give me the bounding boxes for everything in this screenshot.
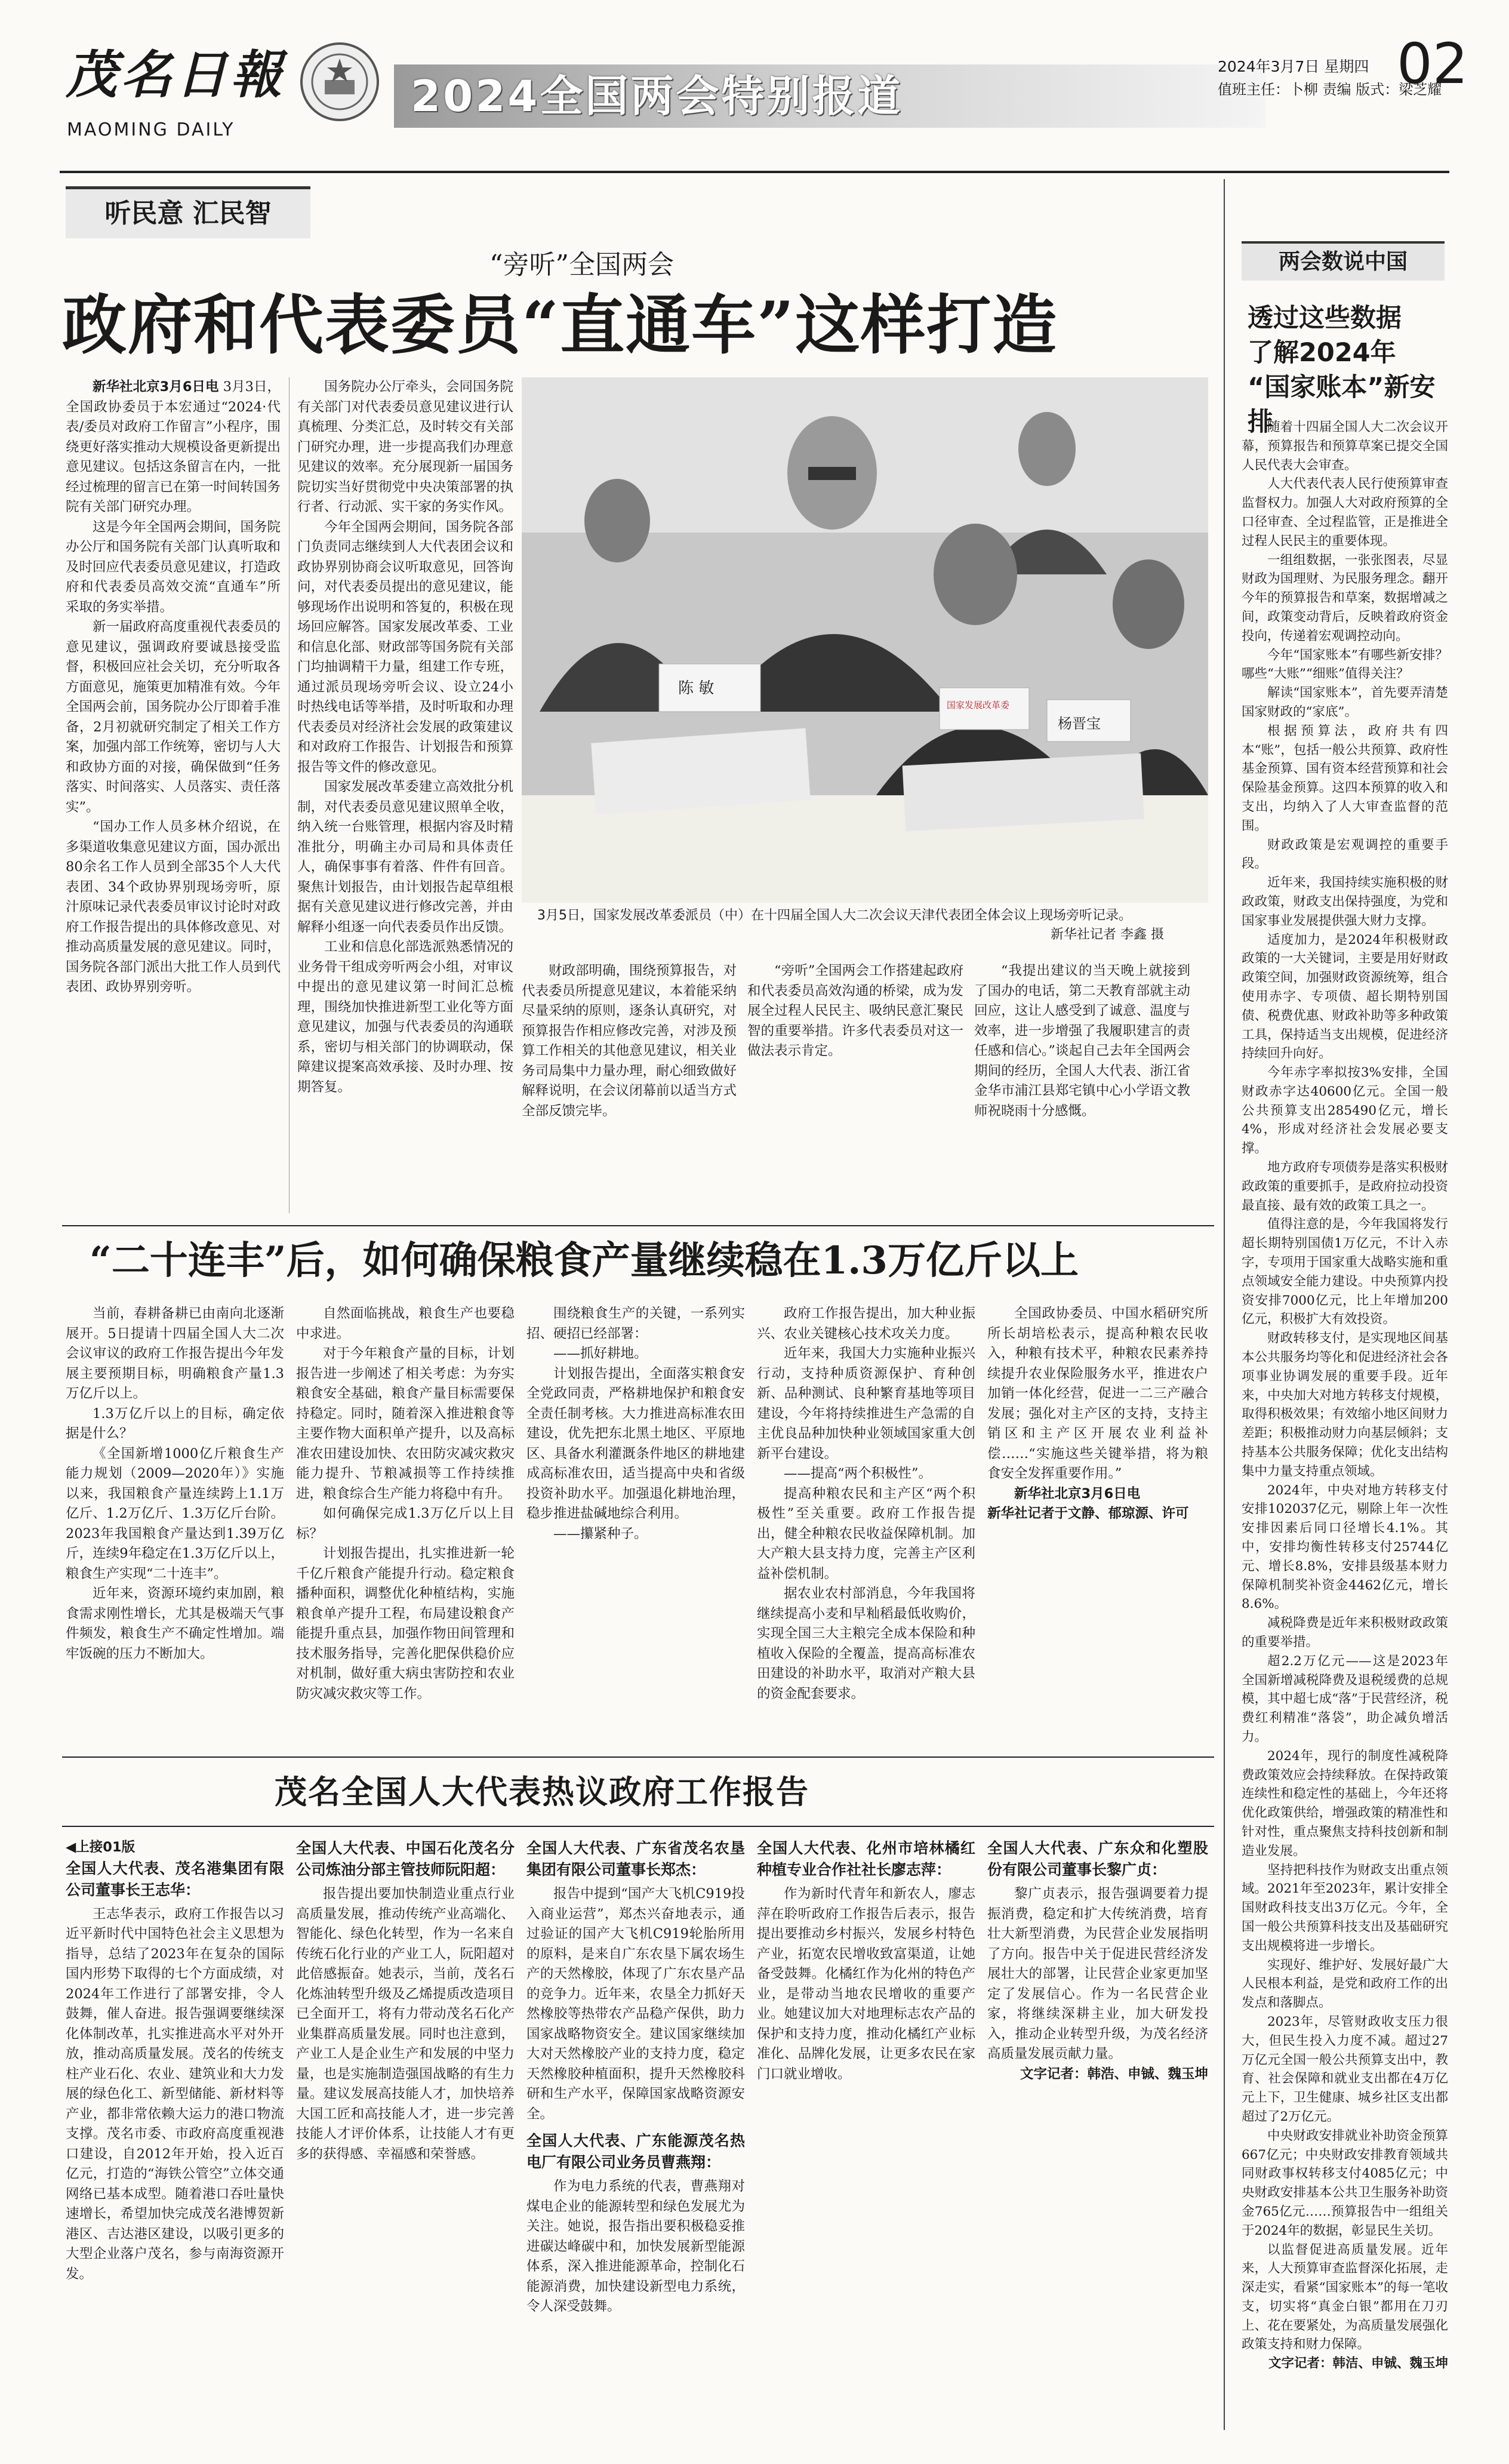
photo-caption <box>537 906 1200 945</box>
sidebar-paragraph: 解读“国家账本”，首先要弄清楚国家财政的“家底”。 <box>1242 685 1448 719</box>
grain-paragraph: 据农业农村部消息，今年我国将继续提高小麦和早籼稻最低收购价，实现全国三大主粮完全成本保险和种植收入保险的全覆盖，提高高标准农田建设的补助水平，取消对产粮大县的资金配套要求。 <box>757 1586 975 1702</box>
sidebar-paragraph: 财政转移支付，是实现地区间基本公共服务均等化和促进经济社会各项事业协调发展的重要手段。近年来，中央加大对地方转移支付规模，取得积极效果；有效缩小地区间财力差距；积极推动财力向基层倾斜；支持基本公共服务保障；优化支出结构集中力量支持重点领域。 <box>1242 1331 1448 1479</box>
deputy-paragraph: 报告提出要加快制造业重点行业高质量发展，推动传统产业高端化、智能化、绿色化转型，作为一名来自传统石化行业的产业工人，阮阳超对此倍感振奋。她表示，当前，茂名石化炼油转型升级及乙烯提质改造项目已全面开工，将有力带动茂名石化产业集群高质量发展。同时也注意到，产业工人是企业生产和发展的中坚力量，也是实施制造强国战略的有生力量。建议发展高技能人才，加快培养大国工匠和高技能人才，进一步完善技能人才评价体系，让技能人才有更多的获得感、幸福感和荣誉感。 <box>296 1886 515 2162</box>
nameplate: 国家发展改革委 <box>947 700 1010 710</box>
sidebar-paragraph: 中央财政安排就业补助资金预算667亿元；中央财政安排教育领域共同财政事权转移支付4085亿元；中央财政安排基本公共卫生服务补助资金765亿元……预算报告中一组组关于2024年的数据，彰显民生关切。 <box>1242 2128 1448 2238</box>
grain-paragraph: 近年来，我国大力实施种业振兴行动，支持种质资源保护、育种创新、品种测试、良种繁育基地等项目建设，今年将持续推进生产急需的自主优良品种加快种业领域国家重大创新平台建设。 <box>757 1346 975 1462</box>
deputy-paragraph: 作为新时代青年和新农人，廖志萍在聆听政府工作报告后表示，报告提出要推动乡村振兴，发展乡村特色产业，拓宽农民增收致富渠道，让她备受鼓舞。化橘红作为化州的特色产业，是带动当地农民增收的重要产业。她建议加大对地理标志农产品的保护和支持力度，推动化橘红产业标准化、品牌化发展，让更多农民在家门口就业增收。 <box>757 1886 975 2082</box>
main-paragraph: 今年全国两会期间，国务院各部门负责同志继续到人大代表团会议和政协界别协商会议听取意见，回答询问，对代表委员提出的意见建议，能够现场作出说明和答复的，积极在现场回应解答。国家发展改革委、工业和信息化部、财政部等国务院有关部门均抽调精干力量，组建工作专班，通过派员现场旁听会议、设立24小时热线电话等举措，及时听取和办理代表委员对经济社会发展的政策建议和对政府工作报告、计划报告和预算报告等文件的修改意见。 <box>297 519 513 775</box>
masthead <box>0 0 1509 179</box>
sidebar-byline: 文字记者：韩洁、申铖、魏玉坤 <box>1268 2356 1448 2371</box>
sidebar-divider <box>1224 179 1225 2430</box>
deputy-title: 全国人大代表、化州市培林橘红种植专业合作社社长廖志萍： <box>757 1839 975 1878</box>
grain-byline: 新华社记者于文静、郁琼源、许可 <box>987 1506 1189 1521</box>
masthead-rule <box>60 171 1449 173</box>
sidebar-paragraph: 人大代表代表人民行使预算审查监督权力。加强人大对政府预算的全口径审查、全过程监管，正是推进全过程人民民主的重要体现。 <box>1242 476 1448 549</box>
deputy-title: 全国人大代表、广东能源茂名热电厂有限公司业务员曹燕翔： <box>526 2132 745 2171</box>
grain-paragraph: 《全国新增1000亿斤粮食生产能力规划（2009—2020年）》实施以来，我国粮食产量连续跨上1.1万亿斤、1.2万亿斤、1.3万亿斤台阶。2023年我国粮食产量达到1.39万亿斤，连续9年稳定在1.3万亿斤以上，粮食生产实现“二十连丰”。 <box>66 1445 284 1582</box>
deputy-title: 全国人大代表、中国石化茂名分公司炼油分部主管技师阮阳超： <box>296 1839 515 1878</box>
newspaper-logo-en: MAOMING DAILY <box>67 119 235 140</box>
photo-credit: 新华社记者 李鑫 摄 <box>1051 927 1164 942</box>
sidebar-paragraph: 超2.2万亿元——这是2023年全国新增减税降费及退税缓费的总规模，其中超七成“落”于民营经济，税费红利精准“落袋”，助企减负增活力。 <box>1242 1653 1448 1745</box>
editor-credits: 值班主任：卜柳 责编 版式：梁芝耀 <box>1218 81 1442 98</box>
sidebar-paragraph: 2023年，尽管财政收支压力很大，但民生投入力度不减。超过27万亿元全国一般公共预算支出中，教育、社会保障和就业支出都在4万亿元上下，卫生健康、城乡社区支出都超过了2万亿元。 <box>1242 2014 1448 2124</box>
main-paragraph: “我提出建议的当天晚上就接到了国办的电话，第二天教育部就主动回应，这让人感受到了诚意、温度与效率，进一步增强了我履职建言的责任感和信心。”谈起自己去年全国两会期间的经历，全国人大代表、浙江省金华市浦江县郑宅镇中心小学语文教师祝晓雨十分感慨。 <box>974 963 1190 1119</box>
grain-column-3 <box>526 1304 745 1746</box>
nameplate: 陈 敏 <box>678 679 715 697</box>
main-dateline: 新华社北京3月6日电 <box>93 379 219 395</box>
special-report-title: 2024全国两会特别报道 <box>411 71 903 121</box>
main-paragraph: 国务院办公厅牵头，会同国务院有关部门对代表委员意见建议进行认真梳理、分类汇总，及时转交有关部门研究办理，进一步提高我们办理意见建议的效率。充分展现新一届国务院切实当好贯彻党中央决策部署的执行者、行动派、实干家的务实作风。 <box>297 379 513 515</box>
sidebar-paragraph: 近年来，我国持续实施积极的财政政策，财政支出保持强度，为党和国家事业发展提供强大财力支撑。 <box>1242 875 1448 928</box>
main-paragraph: 新华社北京3月6日电 3月3日，全国政协委员于本宏通过“2024·代表/委员对政府工作留言”小程序，围绕更好落实推动大规模设备更新提出意见建议。包括这条留言在内，一批经过梳理的留言已在第一时间转国务院有关部门研究办理。 <box>66 379 281 515</box>
grain-paragraph: 全国政协委员、中国水稻研究所所长胡培松表示，提高种粮农民收入，种粮有技术平，种粮农民素养持续提升农业保险服务水平，推进农户加销一体化经营，促进一二三产融合发展；强化对主产区的支持，支持主销区和主产区开展农业利益补偿……“实施这些关键举措，将为粮食安全发挥重要作用。” <box>987 1306 1208 1481</box>
sidebar-headline-line: 透过这些数据 <box>1248 303 1402 333</box>
grain-paragraph: 近年来，资源环境约束加剧，粮食需求刚性增长，尤其是极端天气事件频发，粮食生产不确定性增加。端牢饭碗的压力不断加大。 <box>66 1586 284 1662</box>
grain-paragraph: 计划报告提出，全面落实粮食安全党政同责，严格耕地保护和粮食安全责任制考核。大力推进高标准农田建设，优先把东北黑土地区、平原地区、具备水利灌溉条件地区的耕地建成高标准农田，适当提高中央和省级投资补助水平。加强退化耕地治理，稳步推进盐碱地综合利用。 <box>526 1365 745 1521</box>
sidebar-body <box>1242 418 1448 2424</box>
grain-column-1 <box>66 1304 284 1746</box>
main-paragraph: 新一届政府高度重视代表委员的意见建议，强调政府要诚恳接受监督，积极回应社会关切，充分听取各方面意见，施策更加精准有效。今年全国两会前，国务院办公厅即着手准备，2月初就研究制定了相关工作方案，加强内部工作统筹，密切与人大和政协方面的对接，确保做到“任务落实、时间落实、人员落实、责任落实”。 <box>66 619 281 815</box>
column-label: 听民意 汇民智 <box>66 186 310 238</box>
sidebar-paragraph: 适度加力，是2024年积极财政政策的一大关键词，主要是用好财政政策空间，加强财政资源统筹，组合使用赤字、专项债、超长期特别国债、税费优惠、财政补助等多种政策工具，保持适当支出规模，促进经济持续回升向好。 <box>1242 932 1448 1062</box>
grain-paragraph: 当前，春耕备耕已由南向北逐渐展开。5日提请十四届全国人大二次会议审议的政府工作报告提出今年发展主要预期目标，明确粮食产量1.3万亿斤以上。 <box>66 1306 284 1401</box>
main-story-column-3 <box>522 961 737 1212</box>
sidebar-paragraph: 一组组数据，一张张图表，尽显财政为国理财、为民服务理念。翻开今年的预算报告和草案，数据增减之间，政策变动背后，反映着政府资金投向，传递着宏观调控动向。 <box>1242 552 1448 644</box>
column-divider <box>289 377 290 1213</box>
grain-column-2 <box>296 1304 515 1746</box>
news-photo <box>522 377 1208 903</box>
main-kicker: “旁听”全国两会 <box>489 250 674 280</box>
grain-headline: “二十连丰”后，如何确保粮食产量继续稳在1.3万亿斤以上 <box>90 1238 1079 1283</box>
sidebar-headline-line: 了解2024年 <box>1248 338 1396 368</box>
grain-paragraph: 如何确保完成1.3万亿斤以上目标？ <box>296 1506 515 1542</box>
page-number: 02 <box>1397 32 1468 97</box>
main-paragraph: 工业和信息化部选派熟悉情况的业务骨干组成旁听两会小组，对审议中提出的意见建议第一时间汇总梳理，围绕加快推进新型工业化等方面意见建议，加强与代表委员的沟通联系，密切与相关部门的协调联动，保障建议提案高效承接、及时办理、按期答复。 <box>297 939 513 1095</box>
grain-paragraph: 提高种粮农民和主产区“两个积极性”至关重要。政府工作报告提出，健全种粮农民收益保障机制。加大产粮大县支持力度，完善主产区利益补偿机制。 <box>757 1485 975 1582</box>
photo-caption-text: 3月5日，国家发展改革委派员（中）在十四届全国人大二次会议天津代表团全体会议上现场旁听记录。 <box>537 908 1132 923</box>
sidebar-paragraph: 2024年，现行的制度性减税降费政策效应会持续释放。在保持政策连续性和稳定性的基础上，今年还将优化政策供给，增强政策的精准性和针对性，重点聚焦支持科技创新和制造业发展。 <box>1242 1748 1448 1859</box>
photo-scene <box>522 377 1208 903</box>
grain-paragraph: 计划报告提出，扎实推进新一轮千亿斤粮食产能提升行动。稳定粮食播种面积，调整优化种植结构，实施粮食单产提升工程，布局建设粮食产能提升重点县，加强作物田间管理和技术服务指导，完善化肥保供稳价应对机制，做好重大病虫害防控和农业防灾减灾救灾等工作。 <box>296 1546 515 1702</box>
grain-paragraph: ——提高“两个积极性”。 <box>784 1466 932 1481</box>
deputy-paragraph: 黎广贞表示，报告强调要着力提振消费，稳定和扩大传统消费，培育壮大新型消费，为民营企业发展指明了方向。报告中关于促进民营经济发展壮大的部署，让民营企业家更加坚定了发展信心。作为一名民营企业家，将继续深耕主业，加大研发投入，推动企业转型升级，为茂名经济高质量发展贡献力量。 <box>987 1886 1208 2062</box>
main-story-column-2 <box>297 377 513 1213</box>
deputy-title: 全国人大代表、广东省茂名农垦集团有限公司董事长郑杰： <box>526 1839 745 1878</box>
grain-paragraph: ——抓好耕地。 <box>553 1346 648 1361</box>
deputies-column-5 <box>987 1838 1208 2429</box>
grain-paragraph: 政府工作报告提出，加大种业振兴、农业关键核心技术攻关力度。 <box>757 1306 975 1342</box>
sidebar-paragraph: 随着十四届全国人大二次会议开幕，预算报告和预算草案已提交全国人民代表大会审查。 <box>1242 420 1448 473</box>
sidebar-paragraph: 根据预算法，政府共有四本“账”，包括一般公共预算、政府性基金预算、国有资本经营预算和社会保险基金预算。这四本预算的收入和支出，均纳入了人大审查监督的范围。 <box>1242 723 1448 833</box>
main-paragraph: “国办工作人员多林介绍说，在多渠道收集意见建议方面，国办派出80余名工作人员到全部35个人大代表团、34个政协界别现场旁听，原汁原味记录代表委员审议讨论时对政府工作报告提出的具体修改意见、对推动高质量发展的意见建议。同时，国务院各部门派出大批工作人员到代表团、政协界别旁听。 <box>66 819 281 995</box>
issue-date: 2024年3月7日 星期四 <box>1218 58 1369 75</box>
main-headline: 政府和代表委员“直通车”这样打造 <box>62 288 1058 363</box>
sidebar-paragraph: 实现好、维护好、发展好最广大人民根本利益，是党和政府工作的出发点和落脚点。 <box>1242 1957 1448 2011</box>
deputies-byline: 文字记者：韩浩、申铖、魏玉坤 <box>1020 2066 1208 2082</box>
grain-signoff <box>987 1484 1208 1524</box>
sidebar-paragraph: 财政政策是宏观调控的重要手段。 <box>1242 837 1448 872</box>
main-paragraph: 这是今年全国两会期间，国务院办公厅和国务院有关部门认真听取和及时回应代表委员意见建议，打造政府和代表委员高效交流“直通车”所采取的务实举措。 <box>66 519 281 615</box>
special-report-banner <box>394 64 1265 128</box>
deputy-title: 全国人大代表、广东众和化塑股份有限公司董事长黎广贞： <box>987 1839 1208 1878</box>
grain-signoff-text: 新华社北京3月6日电 <box>1014 1485 1141 1502</box>
main-story-column-1 <box>66 377 281 1213</box>
grain-column-4 <box>757 1304 975 1746</box>
deputies-column-3 <box>526 1838 745 2429</box>
deputies-column-1 <box>66 1838 284 2429</box>
section-rule <box>62 1757 1214 1758</box>
main-paragraph: 财政部明确，围绕预算报告，对代表委员所提意见建议，本着能采纳尽量采纳的原则，逐条认真研究，对预算报告作相应修改完善，对涉及预算工作相关的其他意见建议，相关业务司局集中力量办理，耐心细致做好解释说明，在会议闭幕前以适当方式全部反馈完毕。 <box>522 963 737 1119</box>
section-rule <box>62 1225 1214 1226</box>
sidebar-paragraph: 2024年，中央对地方转移支付安排102037亿元，剔除上年一次性安排因素后同口径增长4.1%。其中，安排均衡性转移支付25744亿元、增长8.8%，安排县级基本财力保障机制奖补资金4462亿元，增长8.6%。 <box>1242 1482 1448 1612</box>
sidebar-paragraph: 以监督促进高质量发展。近年来，人大预算审查监督深化拓展，走深走实，看紧“国家账本”的每一笔收支，切实将“真金白银”都用在刀刃上、花在要紧处，为高质量发展强化政策支持和财力保障。 <box>1242 2242 1448 2352</box>
sidebar-paragraph: 坚持把科技作为财政支出重点领域。2021年至2023年，累计安排全国财政科技支出3万亿元。今年，全国一般公共预算科技支出及基础研究支出规模将进一步增长。 <box>1242 1862 1448 1954</box>
sidebar-paragraph: 值得注意的是，今年我国将发行超长期特别国债1万亿元，不计入赤字，专项用于国家重大战略实施和重点领域安全能力建设。中央预算内投资安排7000亿元，比上年增加200亿元，积极扩大有效投资。 <box>1242 1217 1448 1327</box>
sidebar-headline-line: “国家账本”新安排 <box>1248 373 1436 437</box>
deputy-title: 全国人大代表、茂名港集团有限公司董事长王志华： <box>66 1859 284 1899</box>
deputy-paragraph: 报告中提到“国产大飞机C919投入商业运营”，郑杰兴奋地表示，通过验证的国产大飞机C919轮胎所用的原料，是来自广东农垦下属农场生产的天然橡胶，体现了广东农垦产品的竞争力。近年来，农垦全力抓好天然橡胶等热带农产品稳产保供，助力国家战略物资安全。建议国家继续加大对天然橡胶产业的支持力度，稳定天然橡胶种植面积，提升天然橡胶科研和生产水平，保障国家战略资源安全。 <box>526 1886 745 2122</box>
deputies-column-4 <box>757 1838 975 2429</box>
sidebar-paragraph: 地方政府专项债券是落实积极财政政策的重要抓手，是政府拉动投资最直接、最有效的政策工具之一。 <box>1242 1160 1448 1213</box>
sidebar-label: 两会数说中国 <box>1242 241 1445 281</box>
main-paragraph: “旁听”全国两会工作搭建起政府和代表委员高效沟通的桥梁，成为发展全过程人民民主、吸纳民意汇聚民智的重要举措。许多代表委员对这一做法表示肯定。 <box>747 963 963 1059</box>
grain-paragraph: 1.3万亿斤以上的目标，确定依据是什么？ <box>66 1405 284 1441</box>
main-story-column-4 <box>747 961 963 1212</box>
section-rule <box>62 1826 1214 1827</box>
grain-paragraph: 围绕粮食生产的关键，一系列实招、硬招已经部署： <box>526 1306 745 1342</box>
sidebar-paragraph: 今年“国家账本”有哪些新安排？哪些“大账”“细账”值得关注？ <box>1242 647 1448 682</box>
grain-column-5 <box>987 1304 1208 1746</box>
newspaper-logo: 茂名日報 <box>66 45 285 105</box>
main-story-column-5 <box>974 961 1190 1212</box>
deputies-headline: 茂名全国人大代表热议政府工作报告 <box>275 1773 809 1811</box>
nameplate: 杨晋宝 <box>1058 715 1101 732</box>
main-paragraph: 国家发展改革委建立高效批分机制，对代表委员意见建议照单全收，纳入统一台账管理，根据内容及时精准批分，明确主办司局和具体责任人，确保事事有着落、件件有回音。聚焦计划报告，由计划报告起草组根据有关意见建议进行修改完善，并由解释小组逐一向代表委员作出反馈。 <box>297 779 513 935</box>
sidebar-paragraph: 减税降费是近年来积极财政政策的重要举措。 <box>1242 1616 1448 1650</box>
grain-paragraph: ——攥紧种子。 <box>553 1525 648 1542</box>
deputies-column-2 <box>296 1838 515 2429</box>
grain-paragraph: 对于今年粮食产量的目标，计划报告进一步阐述了相关考虑：为夯实粮食安全基础，粮食产量目标需要保持稳定。同时，随着深入推进粮食等主要作物大面积单产提升，以及高标准农田建设加快、农田防灾减灾救灾能力提升、节粮减损等工作持续推进，粮食综合生产能力将稳中有升。 <box>296 1346 515 1502</box>
continued-from: ◀上接01版 <box>66 1839 135 1855</box>
deputy-paragraph: 作为电力系统的代表，曹燕翔对煤电企业的能源转型和绿色发展尤为关注。她说，报告指出要积极稳妥推进碳达峰碳中和，加快发展新型能源体系，深入推进能源革命，控制化石能源消费，加快建设新型电力系统，令人深受鼓舞。 <box>526 2179 745 2314</box>
deputy-paragraph: 王志华表示，政府工作报告以习近平新时代中国特色社会主义思想为指导，总结了2023年在复杂的国际国内形势下取得的七个方面成绩，对2024年工作进行了部署安排，令人鼓舞，催人奋进。报告强调要继续深化体制改革，扎实推进高水平对外开放，推动高质量发展。茂名的传统支柱产业石化、农业、建筑业和大力发展的绿色化工、新型储能、新材料等产业，都非常依赖大运力的港口物流支撑。茂名市委、市政府高度重视港口建设，自2012年开始，投入近百亿元，打造的“海铁公管空”立体交通网络已基本成型。随着港口吞吐量快速增长，希望加快完成茂名港博贺新港区、吉达港区建设，以吸引更多的大型企业落户茂名，参与南海资源开发。 <box>66 1906 284 2282</box>
national-emblem-icon <box>298 41 381 123</box>
grain-paragraph: 自然面临挑战，粮食生产也要稳中求进。 <box>296 1306 515 1342</box>
sidebar-paragraph: 今年赤字率拟按3%安排，全国财政赤字达40600亿元。全国一般公共预算支出285490亿元，增长4%，形成对经济社会发展必要支撑。 <box>1242 1065 1448 1156</box>
